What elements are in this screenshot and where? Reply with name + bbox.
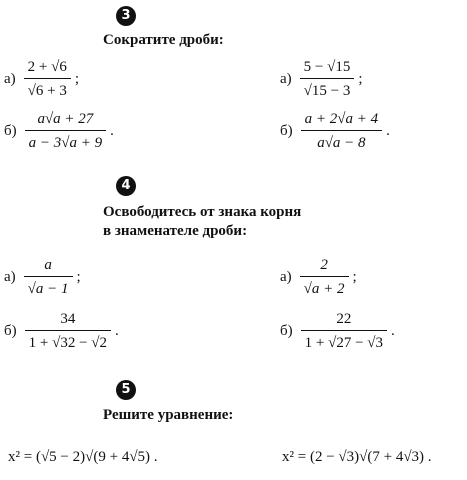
section-4-title-line-2: в знаменателе дроби: bbox=[103, 223, 248, 239]
fraction-numerator: 2 bbox=[320, 257, 328, 273]
fraction-numerator: a + 2√a + 4 bbox=[304, 111, 379, 127]
fraction bbox=[301, 110, 382, 152]
punctuation: . bbox=[110, 122, 114, 139]
fraction-numerator: a√a + 27 bbox=[37, 111, 94, 127]
item-label: б) bbox=[4, 123, 17, 139]
punctuation: ; bbox=[74, 70, 80, 87]
fraction bbox=[25, 110, 106, 152]
punctuation: ; bbox=[76, 268, 81, 285]
punctuation: . bbox=[391, 322, 395, 339]
fraction-numerator: a bbox=[44, 257, 52, 273]
fraction-numerator: 22 bbox=[336, 311, 352, 327]
fraction-denominator: √6 + 3 bbox=[24, 78, 71, 100]
section-5-title: Решите уравнение: bbox=[103, 407, 234, 423]
item-label: б) bbox=[280, 123, 293, 139]
punctuation: . bbox=[386, 122, 390, 139]
item-label: а) bbox=[280, 71, 292, 87]
item-label: а) bbox=[4, 71, 16, 87]
item-label: а) bbox=[4, 269, 16, 285]
section-5-equation-left: x² = (√5 − 2)√(9 + 4√5) . bbox=[8, 449, 158, 465]
section-4-item-b-right bbox=[280, 310, 395, 352]
fraction-denominator: a√a − 8 bbox=[301, 130, 382, 152]
fraction-denominator: √a + 2 bbox=[300, 276, 349, 298]
section-3-item-a-left bbox=[4, 58, 79, 100]
section-4-number-badge: 4 bbox=[116, 176, 136, 196]
section-5-equation-right: x² = (2 − √3)√(7 + 4√3) . bbox=[282, 449, 432, 465]
section-3-item-b-left bbox=[4, 110, 114, 152]
section-4-item-a-right bbox=[280, 256, 357, 298]
section-3-number-badge: 3 bbox=[116, 6, 136, 26]
item-label: б) bbox=[280, 323, 293, 339]
fraction bbox=[301, 310, 387, 352]
fraction-denominator: √a − 1 bbox=[24, 276, 73, 298]
section-5-number-badge: 5 bbox=[116, 380, 136, 400]
section-4-title-line-1: Освободитесь от знака корня bbox=[103, 204, 302, 220]
section-3-item-a-right bbox=[280, 58, 363, 100]
fraction-denominator: 1 + √27 − √3 bbox=[301, 330, 387, 352]
fraction bbox=[300, 58, 355, 100]
punctuation: . bbox=[115, 322, 119, 339]
fraction-denominator: 1 + √32 − √2 bbox=[25, 330, 111, 352]
section-4-item-b-left bbox=[4, 310, 119, 352]
fraction-denominator: √15 − 3 bbox=[300, 78, 355, 100]
item-label: а) bbox=[280, 269, 292, 285]
punctuation: ; bbox=[352, 268, 357, 285]
fraction-denominator: a − 3√a + 9 bbox=[25, 130, 106, 152]
section-4-item-a-left bbox=[4, 256, 81, 298]
fraction-numerator: 2 + √6 bbox=[27, 59, 67, 75]
fraction bbox=[25, 310, 111, 352]
item-label: б) bbox=[4, 323, 17, 339]
punctuation: ; bbox=[358, 70, 363, 87]
fraction bbox=[24, 256, 73, 298]
fraction bbox=[24, 58, 71, 100]
fraction bbox=[300, 256, 349, 298]
fraction-numerator: 34 bbox=[60, 311, 76, 327]
section-3-title: Сократите дроби: bbox=[103, 32, 224, 48]
section-3-item-b-right bbox=[280, 110, 390, 152]
fraction-numerator: 5 − √15 bbox=[303, 59, 351, 75]
